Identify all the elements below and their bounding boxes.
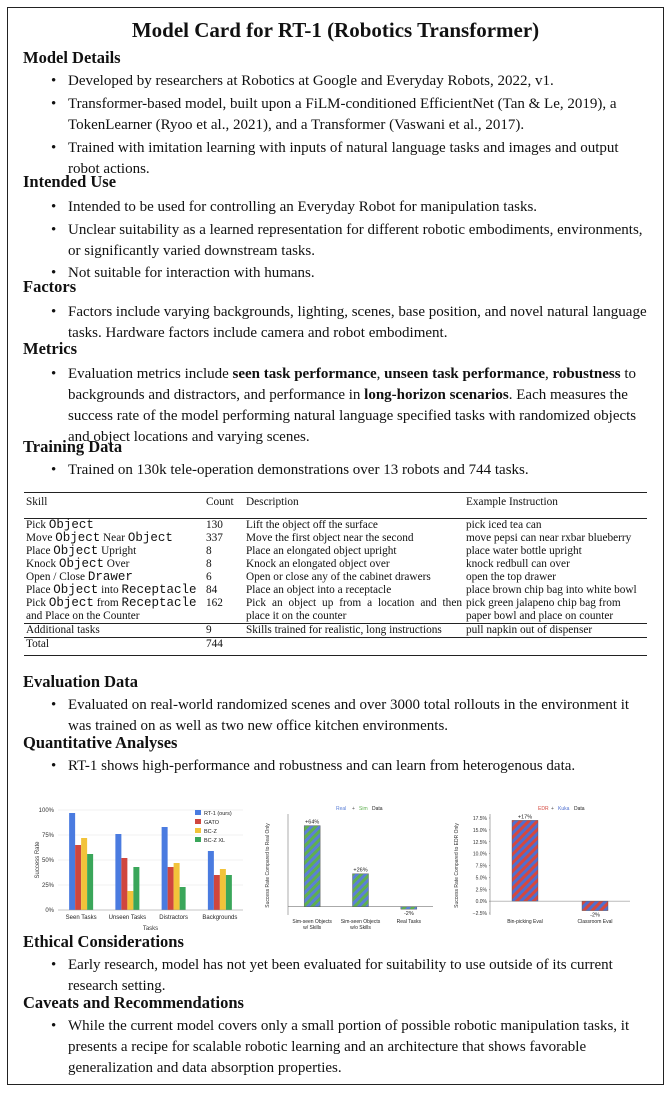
- chart-kuka-data: [448, 798, 633, 931]
- section-heading-evaluation-data: Evaluation Data: [23, 672, 139, 691]
- cell-count: 162: [206, 597, 223, 609]
- y-tick-label: 15.0%: [472, 827, 487, 834]
- legend-label: GATO: [204, 820, 220, 826]
- table-body: [24, 519, 647, 624]
- section-heading-caveats: Caveats and Recommendations: [23, 993, 244, 1012]
- y-tick-label: −2.5%: [472, 911, 487, 917]
- legend-label: +: [352, 806, 355, 812]
- y-tick-label: 50%: [41, 858, 54, 864]
- y-tick-label: 75%: [41, 833, 54, 839]
- model-card: [7, 7, 664, 1085]
- bar: [353, 874, 369, 907]
- table-row: [24, 545, 647, 558]
- skill-token: Receptacle: [121, 596, 197, 610]
- bar: [133, 867, 139, 910]
- x-tick-label: Sim-seen Objects: [292, 919, 332, 925]
- bar-value-label: +26%: [353, 867, 368, 874]
- bar: [226, 875, 232, 910]
- legend-swatch: [195, 837, 201, 842]
- bar: [220, 869, 226, 910]
- x-tick-label: Backgrounds: [202, 915, 238, 921]
- skill-text: Place: [26, 545, 54, 557]
- legend-label: RT-1 (ours): [204, 811, 232, 817]
- table-row: [24, 584, 647, 597]
- bar: [168, 867, 174, 910]
- cell-description: Skills trained for realistic, long instructions: [246, 624, 442, 636]
- skill-token: Drawer: [87, 570, 133, 584]
- skill-token: Object: [53, 583, 99, 597]
- cell-count: 8: [206, 545, 212, 557]
- cell-description: Open or close any of the cabinet drawers: [246, 571, 431, 583]
- cell-count: 337: [206, 532, 223, 544]
- x-tick-label: Sim-seen Objects: [340, 919, 381, 925]
- model-details-bullet: • Trained with imitation learning with inputs of natural language tasks and images and output robot actions.: [68, 138, 653, 180]
- cell-skill: Additional tasks: [26, 624, 100, 636]
- cell-description: Lift the object off the surface: [246, 519, 378, 531]
- y-tick-label: 0.0%: [475, 899, 487, 906]
- intended-use-bullet: • Not suitable for interaction with humans.: [68, 263, 653, 284]
- factors-bullet: • Factors include varying backgrounds, lighting, scenes, base position, and novel natural language tasks. Hardware factors include camera and robot embodiment.: [68, 302, 653, 344]
- bar: [69, 813, 75, 910]
- training-data-bullet: • Trained on 130k tele-operation demonstrations over 13 robots and 744 tasks.: [68, 460, 653, 481]
- cell-skill: Total: [26, 638, 50, 650]
- legend-label: EDR: [538, 806, 549, 812]
- legend-label: Sim: [359, 806, 368, 812]
- bar: [127, 891, 133, 910]
- cell-example: move pepsi can near rxbar blueberry: [466, 532, 632, 544]
- skill-text: Place: [26, 584, 54, 596]
- cell-skill: [24, 519, 204, 533]
- y-axis-label: Success Rate Compared to Real Only: [265, 823, 271, 908]
- model-details-bullet: • Developed by researchers at Robotics at Google and Everyday Robots, 2022, v1.: [68, 71, 653, 92]
- cell-count: 84: [206, 584, 218, 596]
- quantitative-bullet: • RT-1 shows high-performance and robustness and can learn from heterogenous data.: [68, 756, 653, 777]
- skill-text: Near: [100, 532, 128, 544]
- skill-token: Object: [48, 518, 94, 532]
- table-row: [24, 519, 647, 533]
- legend-label: Data: [574, 806, 585, 812]
- bar: [174, 863, 180, 910]
- y-tick-label: 7.5%: [475, 863, 487, 870]
- table-header-example: Example Instruction: [466, 496, 558, 508]
- x-tick-label: Distractors: [159, 915, 188, 921]
- bar: [121, 858, 127, 910]
- chart-sim-data: [253, 798, 438, 931]
- x-tick-label: Classroom Eval: [577, 919, 613, 925]
- legend-label: Data: [372, 806, 383, 812]
- skill-token: Object: [58, 557, 104, 571]
- cell-count: 8: [206, 558, 212, 570]
- section-heading-metrics: Metrics: [23, 339, 78, 358]
- table-header-skill: Skill: [26, 496, 48, 508]
- legend-swatch: [195, 810, 201, 815]
- chart-success-rate: [13, 798, 248, 931]
- x-tick-label: Real Tasks: [396, 919, 422, 925]
- x-axis-label: Tasks: [142, 926, 159, 931]
- skill-text: Pick: [26, 597, 49, 609]
- skill-text: Open / Close: [26, 571, 88, 583]
- skill-token: Object: [55, 531, 101, 545]
- x-tick-label: Unseen Tasks: [108, 915, 147, 921]
- skill-token: Object: [53, 544, 99, 558]
- skill-text: from: [93, 597, 122, 609]
- cell-description: Pick an object up from a location and then place it on the counter: [246, 597, 462, 622]
- legend-label: BC-Z XL: [204, 838, 226, 844]
- section-heading-quantitative: Quantitative Analyses: [23, 733, 178, 752]
- bar-value-label: +17%: [517, 814, 533, 821]
- table-row: [24, 532, 647, 545]
- bar: [115, 834, 121, 910]
- caveats-bullet: • While the current model covers only a small portion of possible robotic manipulation tasks, it presents a recipe for scalable robotic learning and an architecture that shows favorable generalization and data absorption properties.: [68, 1016, 653, 1079]
- y-tick-label: 25%: [41, 883, 54, 889]
- bar: [208, 851, 214, 910]
- legend-label: Kuka: [558, 806, 570, 812]
- skill-text: Upright: [98, 545, 137, 557]
- bar: [304, 826, 320, 907]
- legend-label: BC-Z: [204, 829, 217, 835]
- bar: [401, 907, 417, 910]
- cell-skill: [24, 532, 204, 545]
- cell-count: 6: [206, 571, 212, 583]
- y-tick-label: 100%: [38, 808, 54, 814]
- y-tick-label: 17.5%: [472, 816, 487, 822]
- cell-count: 9: [206, 624, 212, 636]
- skill-token: Object: [48, 596, 94, 610]
- legend-swatch: [195, 819, 201, 824]
- cell-count: 130: [206, 519, 223, 531]
- section-heading-model-details: Model Details: [23, 48, 121, 67]
- table-row-additional: [24, 624, 647, 638]
- page-title: Model Card for RT-1 (Robotics Transformer): [131, 18, 540, 42]
- intended-use-bullet: • Intended to be used for controlling an Everyday Robot for manipulation tasks.: [68, 197, 653, 218]
- legend-swatch: [195, 828, 201, 833]
- metrics-bullet: • Evaluation metrics include seen task performance, unseen task performance, robustness to backgrounds and distractors, and performance in long-horizon scenarios. Each measures the success rate of the model performing natural language specified tasks with randomized objects and object locations and varying scenes.: [68, 364, 653, 448]
- cell-example: place water bottle upright: [466, 545, 582, 557]
- cell-count: 744: [206, 638, 223, 650]
- table-row: [24, 597, 647, 624]
- cell-example: pick iced tea can: [466, 519, 542, 531]
- bar: [81, 838, 87, 910]
- section-heading-intended-use: Intended Use: [23, 172, 117, 191]
- skill-text: into: [98, 584, 122, 596]
- cell-example: knock redbull can over: [466, 558, 570, 570]
- cell-description: Place an object into a receptacle: [246, 584, 392, 596]
- bar: [75, 845, 81, 910]
- bar: [582, 901, 608, 911]
- cell-example: open the top drawer: [466, 571, 557, 583]
- cell-description: Knock an elongated object over: [246, 558, 390, 570]
- x-tick-label: Seen Tasks: [65, 915, 97, 921]
- section-heading-ethical: Ethical Considerations: [23, 932, 184, 951]
- y-tick-label: 5.0%: [475, 875, 487, 882]
- x-tick-label: w/o Skills: [350, 925, 371, 931]
- model-details-bullet: • Transformer-based model, built upon a FiLM-conditioned EfficientNet (Tan & Le, 2019), a TokenLearner (Ryoo et al., 2021), and a Transformer (Vaswani et al., 2017).: [68, 94, 653, 136]
- y-tick-label: 12.5%: [472, 839, 487, 846]
- skill-text: and Place on the Counter: [26, 610, 140, 622]
- intended-use-bullet: • Unclear suitability as a learned representation for different robotic embodiments, environments, or significantly varied downstream tasks.: [68, 220, 653, 262]
- cell-example: pull napkin out of dispenser: [466, 624, 593, 636]
- section-heading-factors: Factors: [23, 277, 77, 296]
- table-header-count: Count: [206, 496, 234, 508]
- cell-description: Place an elongated object upright: [246, 545, 397, 557]
- cell-skill: [24, 597, 204, 624]
- cell-description: Move the first object near the second: [246, 532, 414, 544]
- bar: [512, 820, 538, 901]
- y-tick-label: 2.5%: [475, 887, 487, 894]
- bar: [214, 875, 220, 910]
- cell-example: place brown chip bag into white bowl: [466, 584, 637, 596]
- skill-text: Move: [26, 532, 56, 544]
- cell-example: pick green jalapeno chip bag from paper bowl and place on counter: [466, 597, 621, 622]
- y-axis-label: Success Rate Compared to EDR Only: [454, 823, 460, 908]
- evaluation-data-bullet: • Evaluated on real-world randomized scenes and over 3000 total rollouts in the environment it was trained on as well as two new office kitchen environments.: [68, 695, 653, 737]
- bar: [180, 887, 186, 910]
- bar-value-label: +64%: [305, 819, 320, 826]
- y-tick-label: 0%: [45, 908, 54, 914]
- skill-token: Receptacle: [121, 583, 197, 597]
- skill-text: Pick: [26, 519, 49, 531]
- table-row-total: [24, 638, 647, 656]
- skill-text: Knock: [26, 558, 59, 570]
- section-heading-training-data: Training Data: [23, 437, 123, 456]
- legend-label: +: [551, 806, 554, 812]
- bar: [87, 854, 93, 910]
- table-row: [24, 571, 647, 584]
- table-header-description: Description: [246, 496, 299, 508]
- bar-value-label: -2%: [403, 911, 414, 918]
- legend-label: Real: [336, 806, 347, 812]
- ethical-bullet: • Early research, model has not yet been evaluated for suitability to use outside of its current research setting.: [68, 955, 653, 997]
- bar-value-label: -2%: [590, 912, 600, 919]
- skill-token: Object: [127, 531, 173, 545]
- skill-text: Over: [103, 558, 130, 570]
- skills-table: [24, 492, 647, 656]
- cell-skill: [24, 545, 204, 558]
- bar: [162, 827, 168, 910]
- x-tick-label: w/ Skills: [303, 925, 322, 931]
- x-tick-label: Bin-picking Eval: [507, 919, 543, 925]
- y-tick-label: 10.0%: [472, 851, 487, 858]
- y-axis-label: Success Rate: [35, 841, 41, 879]
